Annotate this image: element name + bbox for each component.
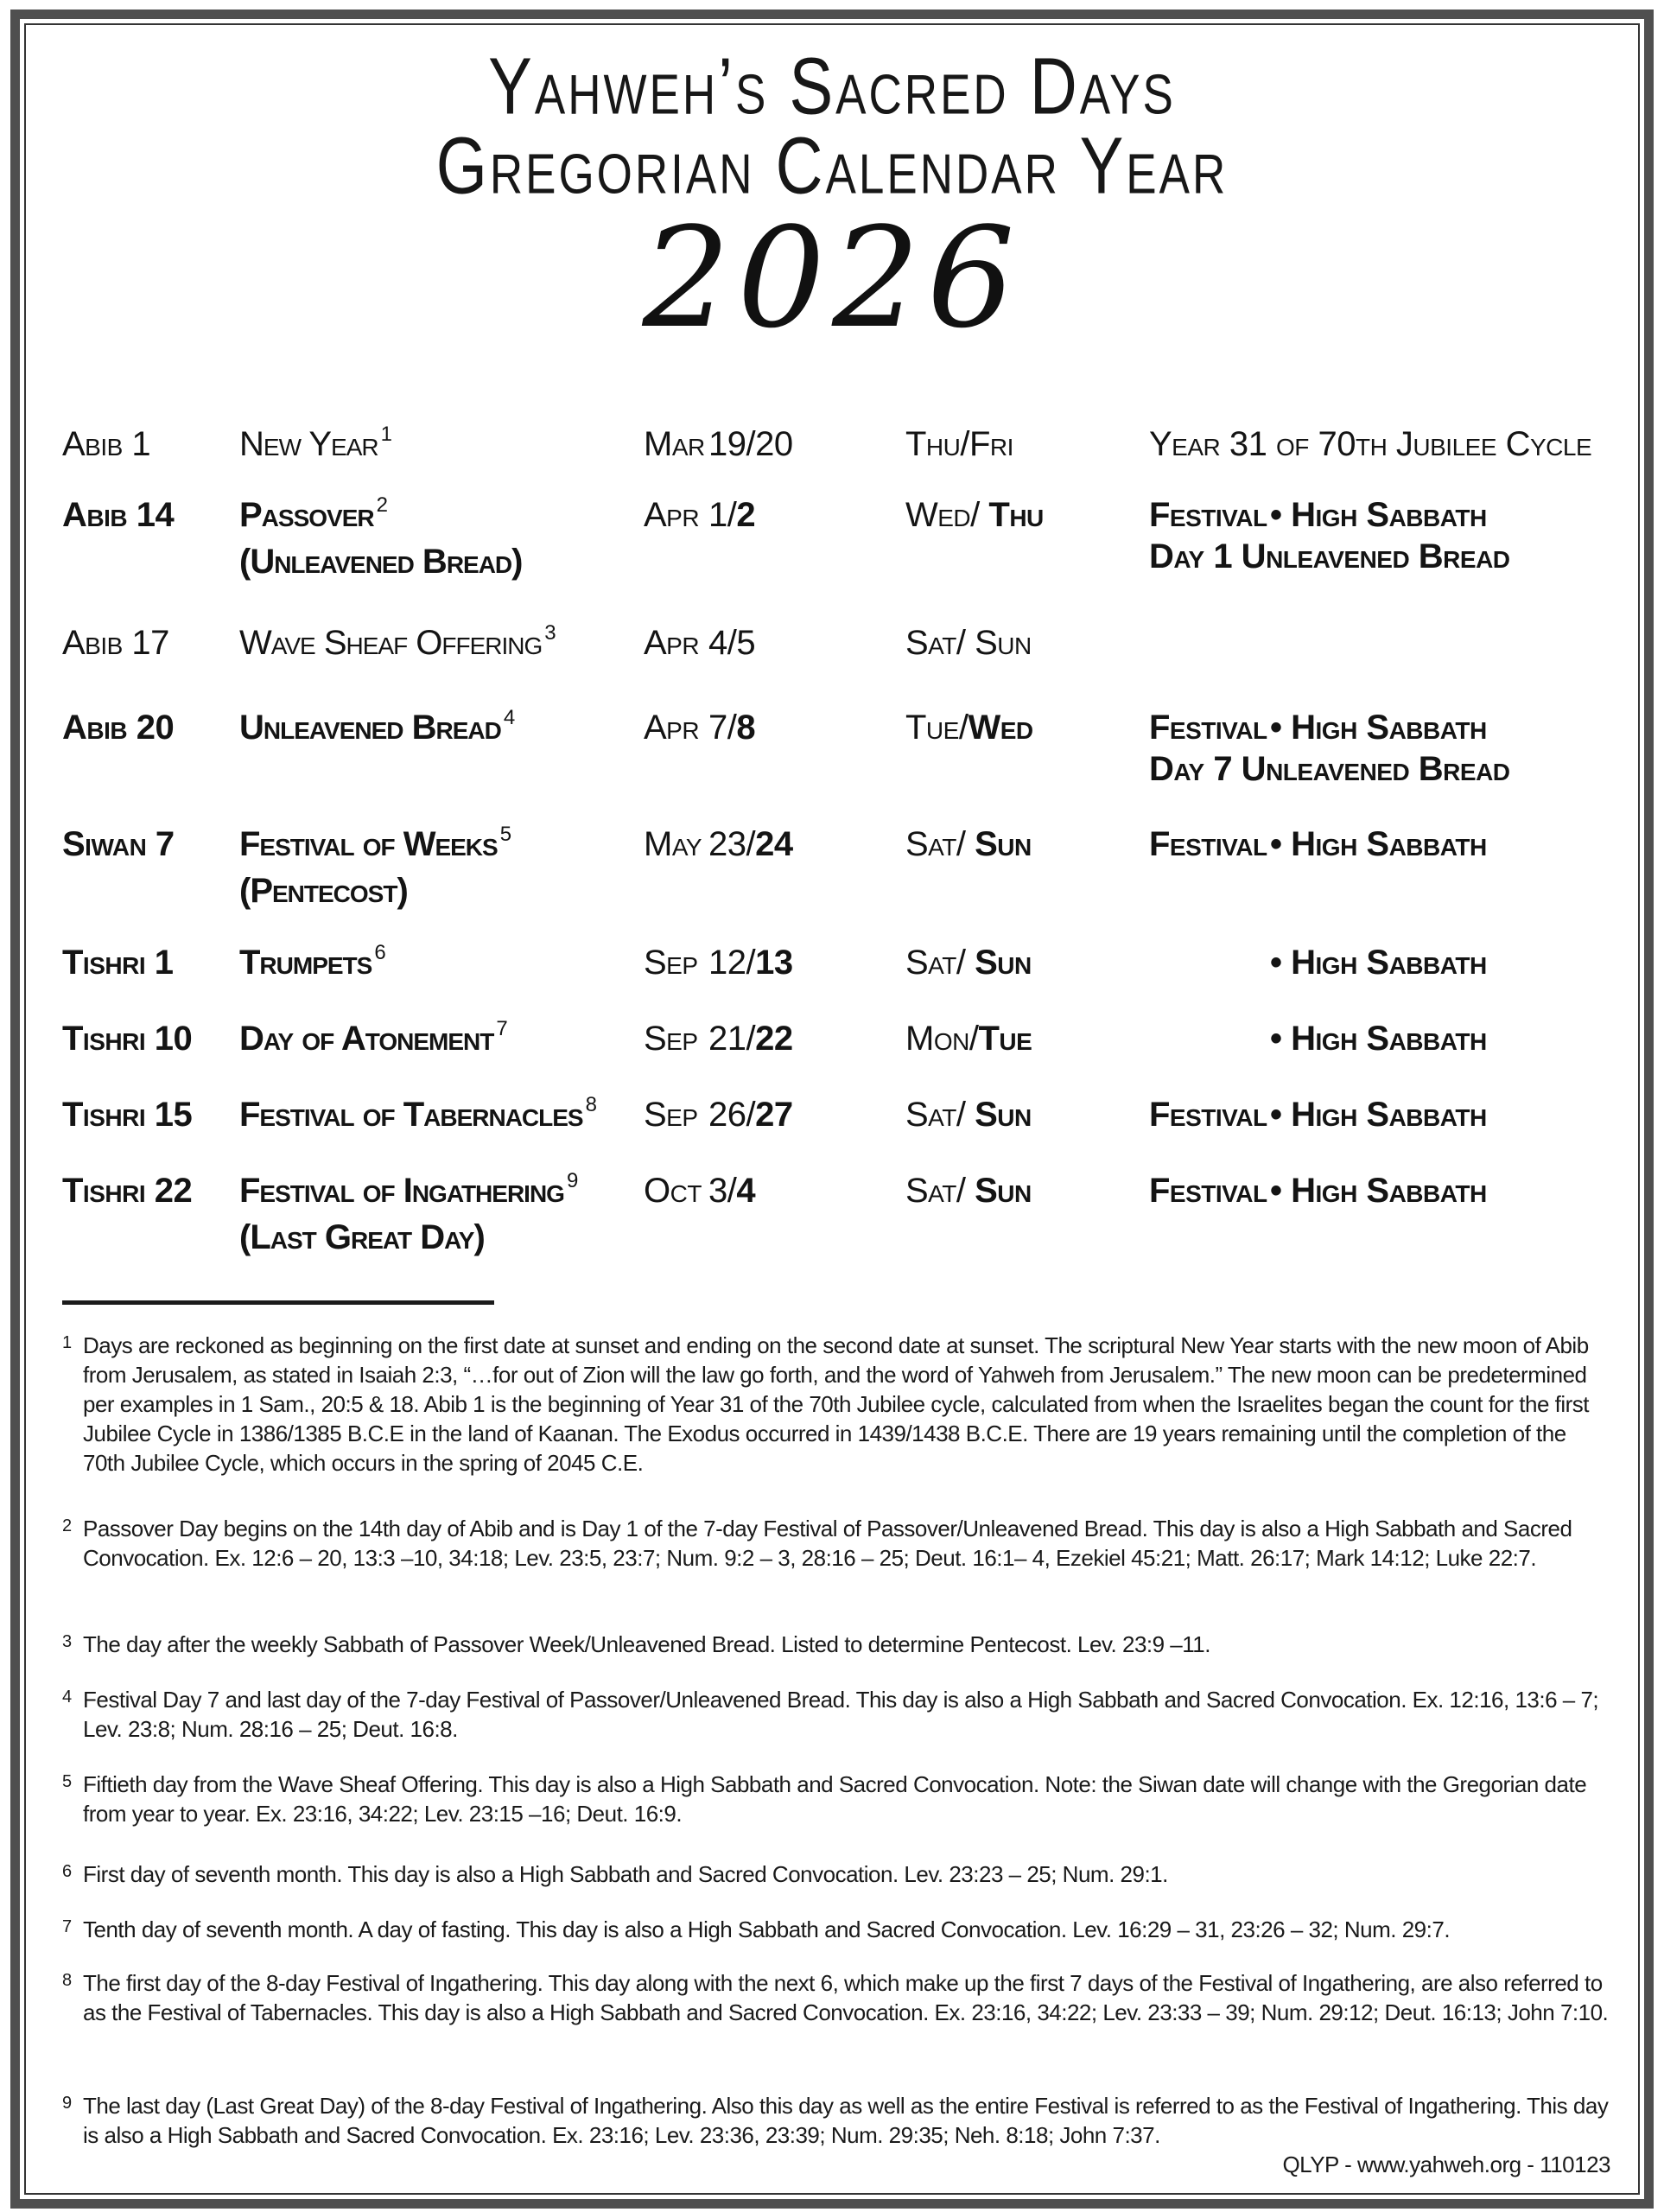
footnote — [62, 1685, 1610, 1744]
weekday1: Wed/ — [905, 496, 989, 534]
gregorian-date — [644, 494, 755, 536]
month-label: Sep — [644, 1020, 698, 1058]
weekday2: Tue — [978, 1020, 1032, 1058]
footnote-text: The first day of the 8-day Festival of Ingathering. This day along with the next 6, which make up the first 7 days of the Festival of Ingathering, are also referred to as the Festival of Tabernacles. This day is also a High Sabbath and Sacred Convocation. Ex. 23:16, 34:22; Lev. 23:33 – 39; Num. 29:12; Deut. 16:13; John 7:10. — [83, 1970, 1609, 2025]
table-row — [62, 622, 1629, 664]
observance-notes — [1149, 1094, 1487, 1135]
footnote-ref: 3 — [544, 621, 556, 645]
table-row — [62, 706, 1629, 788]
table-row — [62, 1094, 1629, 1135]
weekdays — [905, 942, 1032, 983]
date-day2: 22 — [755, 1020, 793, 1058]
date-day2: 5 — [736, 624, 756, 662]
table-row — [62, 1018, 1629, 1059]
date-day1: 7/ — [708, 709, 737, 747]
footnote — [62, 1331, 1610, 1478]
festival-label: Festival — [1149, 1172, 1267, 1210]
weekdays — [905, 1018, 1032, 1059]
gregorian-date — [644, 1094, 793, 1135]
festival-name — [239, 1094, 597, 1141]
month-label: May — [644, 825, 702, 863]
weekday1: Sat/ — [905, 944, 975, 982]
footnote — [62, 1915, 1610, 1944]
gregorian-date — [644, 423, 793, 465]
footnote-number: 5 — [62, 1772, 72, 1791]
month-label: Sep — [644, 1096, 698, 1134]
weekday2: Sun — [975, 624, 1032, 662]
gregorian-date — [644, 942, 793, 983]
hebrew-date: Abib 17 — [62, 624, 169, 662]
note-line1 — [1149, 1018, 1487, 1059]
gregorian-date — [644, 1170, 755, 1211]
festival-name-text: Wave Sheaf Offering — [239, 624, 543, 662]
weekdays — [905, 622, 1032, 664]
footnote-number: 9 — [62, 2094, 72, 2113]
weekday1: Thu/ — [905, 425, 969, 463]
date-day2: 8 — [736, 709, 756, 747]
date-day1: 21/ — [708, 1020, 756, 1058]
festival-name-text: Festival of Weeks — [239, 825, 498, 863]
festival-name-line2: (Unleavened Bread) — [239, 543, 523, 581]
festival-name-text: Passover — [239, 496, 374, 534]
festival-name-text: Day of Atonement — [239, 1020, 494, 1058]
observance-notes — [1149, 1170, 1487, 1211]
festival-name-line2: (Last Great Day) — [239, 1218, 485, 1256]
date-day2: 27 — [755, 1096, 793, 1134]
footnote-separator — [62, 1300, 494, 1305]
high-sabbath-label: • High Sabbath — [1270, 944, 1487, 982]
note-line2: Day 1 Unleavened Bread — [1149, 537, 1510, 575]
festival-label: Festival — [1149, 1096, 1267, 1134]
date-day2: 24 — [755, 825, 793, 863]
hebrew-date: Tishri 22 — [62, 1172, 193, 1210]
weekday2: Sun — [975, 1096, 1032, 1134]
high-sabbath-label: • High Sabbath — [1270, 1020, 1487, 1058]
footnote-text: Festival Day 7 and last day of the 7-day Festival of Passover/Unleavened Bread. This day is also a High Sabbath and Sacred Convocation. Ex. 12:16, 13:6 – 7; Lev. 23:8; Num. 28:16 – 25; Deut. 16:8. — [83, 1687, 1599, 1742]
note-line1 — [1149, 1094, 1487, 1135]
hebrew-date: Abib 1 — [62, 425, 151, 463]
festival-name — [239, 1170, 578, 1258]
footnote-number: 4 — [62, 1688, 72, 1707]
footnote-text: Tenth day of seventh month. A day of fasting. This day is also a High Sabbath and Sacred Convocation. Lev. 16:29 – 31, 23:26 – 32; Num. 29:7. — [83, 1916, 1451, 1942]
page-title-line1: Yahweh’s Sacred Days — [488, 41, 1176, 132]
footnote-ref: 5 — [499, 823, 512, 846]
weekdays — [905, 494, 1044, 536]
hebrew-date: Siwan 7 — [62, 825, 175, 863]
footnote — [62, 1968, 1610, 2027]
note-line1 — [1149, 823, 1487, 865]
table-row — [62, 942, 1629, 983]
festival-label: Festival — [1149, 709, 1267, 747]
weekday1: Sat/ — [905, 1096, 975, 1134]
footnote-ref: 8 — [585, 1093, 597, 1116]
festival-name-line2: (Pentecost) — [239, 872, 408, 910]
high-sabbath-label: • High Sabbath — [1270, 1096, 1487, 1134]
note-line1 — [1149, 1170, 1487, 1211]
gregorian-date — [644, 823, 793, 865]
hebrew-date: Tishri 10 — [62, 1020, 193, 1058]
footer-credit: QLYP - www.yahweh.org - 110123 — [1282, 2152, 1610, 2177]
date-day1: 19/ — [708, 425, 756, 463]
festival-name — [239, 622, 556, 669]
festival-name — [239, 707, 515, 753]
footnote-number: 3 — [62, 1632, 72, 1651]
footnote — [62, 1630, 1610, 1659]
high-sabbath-label: • High Sabbath — [1270, 825, 1487, 863]
footnote-ref: 4 — [503, 706, 516, 729]
date-day2: 20 — [755, 425, 793, 463]
note-line2: Day 7 Unleavened Bread — [1149, 750, 1510, 788]
note-line1 — [1149, 707, 1510, 748]
footnote-text: The last day (Last Great Day) of the 8-day Festival of Ingathering. Also this day as well as the entire Festival is referred to as the Festival of Ingathering. This day is also a High Sabbath and Sacred Convocation. Ex. 23:16; Lev. 23:36, 23:39; Num. 29:35; Neh. 8:18; John 7:37. — [83, 2093, 1609, 2148]
date-day1: 23/ — [708, 825, 756, 863]
footnote — [62, 2091, 1610, 2150]
festival-name — [239, 942, 386, 988]
high-sabbath-label: • High Sabbath — [1270, 496, 1487, 534]
page-title-line2: Gregorian Calendar Year — [435, 121, 1229, 212]
high-sabbath-label: • High Sabbath — [1270, 1172, 1487, 1210]
footnote-ref: 1 — [380, 423, 392, 446]
weekday2: Thu — [988, 496, 1044, 534]
footnote-number: 1 — [62, 1333, 72, 1352]
hebrew-date: Abib 20 — [62, 709, 175, 747]
footnote-ref: 9 — [566, 1169, 579, 1192]
hebrew-date: Tishri 1 — [62, 944, 174, 982]
weekday2: Sun — [975, 825, 1032, 863]
gregorian-date — [644, 1018, 793, 1059]
observance-notes — [1149, 823, 1487, 865]
date-day1: 4/ — [708, 624, 737, 662]
weekday1: Mon/ — [905, 1020, 979, 1058]
hebrew-date: Abib 14 — [62, 496, 175, 534]
weekday1: Sat/ — [905, 825, 975, 863]
weekdays — [905, 423, 1013, 465]
footnote-ref: 7 — [496, 1017, 508, 1040]
weekday1: Tue/ — [905, 709, 969, 747]
date-day2: 13 — [755, 944, 793, 982]
month-label: Apr — [644, 709, 700, 747]
observance-notes — [1149, 707, 1510, 790]
footnote-number: 6 — [62, 1862, 72, 1881]
festival-name — [239, 494, 522, 582]
observance-notes — [1149, 494, 1510, 577]
gregorian-date — [644, 622, 755, 664]
date-day2: 4 — [736, 1172, 756, 1210]
date-day1: 1/ — [708, 496, 737, 534]
weekday2: Sun — [975, 944, 1032, 982]
festival-label: Festival — [1149, 825, 1267, 863]
footnote-ref: 2 — [376, 493, 388, 517]
footnote-text: Fiftieth day from the Wave Sheaf Offering. This day is also a High Sabbath and Sacred Convocation. Note: the Siwan date will change with the Gregorian date from year to year. Ex. 23:16, 34:22; Lev. 23:15 –16; Deut. 16:9. — [83, 1771, 1587, 1827]
date-day1: 26/ — [708, 1096, 756, 1134]
festival-name — [239, 423, 392, 470]
festival-name-text: Festival of Tabernacles — [239, 1096, 583, 1134]
festival-label: Festival — [1149, 496, 1267, 534]
footnote-number: 8 — [62, 1971, 72, 1990]
footnote-text: Passover Day begins on the 14th day of Abib and is Day 1 of the 7-day Festival of Passover/Unleavened Bread. This day is also a High Sabbath and Sacred Convocation. Ex. 12:6 – 20, 13:3 –10, 34:18; Lev. 23:5, 23:7; Num. 9:2 – 3, 28:16 – 25; Deut. 16:1– 4, Ezekiel 45:21; Matt. 26:17; Mark 14:12; Luke 22:7. — [83, 1516, 1572, 1571]
footnote-ref: 6 — [374, 941, 386, 964]
weekdays — [905, 1170, 1032, 1211]
month-label: Sep — [644, 944, 698, 982]
high-sabbath-label: • High Sabbath — [1270, 709, 1487, 747]
festival-name — [239, 823, 511, 912]
table-row — [62, 823, 1629, 910]
month-label: Mar — [644, 425, 705, 463]
hebrew-date: Tishri 15 — [62, 1096, 193, 1134]
table-row — [62, 423, 1629, 465]
weekdays — [905, 707, 1033, 748]
date-day1: 3/ — [708, 1172, 737, 1210]
gregorian-date — [644, 707, 755, 748]
footnote-text: Days are reckoned as beginning on the first date at sunset and ending on the second date at sunset. The scriptural New Year starts with the new moon of Abib from Jerusalem, as stated in Isaiah 2:3, “…for out of Zion will the law go forth, and the word of Yahweh from Jerusalem.” The new moon can be predetermined per examples in 1 Sam., 20:5 & 18. Abib 1 is the beginning of Year 31 of the 70th Jubilee cycle, calculated from when the Israelites began the count for the first Jubilee Cycle in 1386/1385 B.C.E in the land of Kaanan. The Exodus occurred in 1439/1438 B.C.E. There are 19 years remaining until the completion of the 70th Jubilee Cycle, which occurs in the spring of 2045 C.E. — [83, 1332, 1590, 1476]
footnote-text: First day of seventh month. This day is also a High Sabbath and Sacred Convocation. Lev. 23:23 – 25; Num. 29:1. — [83, 1861, 1168, 1887]
weekday2: Sun — [975, 1172, 1032, 1210]
footnote — [62, 1770, 1610, 1828]
festival-name-text: Festival of Ingathering — [239, 1172, 564, 1210]
month-label: Apr — [644, 624, 700, 662]
footnote-text: The day after the weekly Sabbath of Passover Week/Unleavened Bread. Listed to determine Pentecost. Lev. 23:9 –11. — [83, 1631, 1210, 1657]
footnote-number: 7 — [62, 1917, 72, 1936]
festival-name-text: New Year — [239, 425, 378, 463]
footnote — [62, 1514, 1610, 1573]
festival-name — [239, 1018, 508, 1065]
observance-notes — [1149, 423, 1591, 465]
weekday2: Wed — [968, 709, 1033, 747]
observance-notes — [1149, 942, 1487, 983]
table-row — [62, 1169, 1629, 1256]
date-day2: 2 — [736, 496, 756, 534]
weekdays — [905, 823, 1032, 865]
year-heading: 2026 — [642, 197, 1022, 359]
festival-name-text: Trumpets — [239, 944, 372, 982]
footnote — [62, 1859, 1610, 1889]
month-label: Apr — [644, 496, 700, 534]
note-line1 — [1149, 942, 1487, 983]
weekday1: Sat/ — [905, 624, 975, 662]
weekdays — [905, 1094, 1032, 1135]
weekday1: Sat/ — [905, 1172, 975, 1210]
observance-notes — [1149, 1018, 1487, 1059]
weekday2: Fri — [969, 425, 1013, 463]
month-label: Oct — [644, 1172, 702, 1210]
table-row — [62, 493, 1629, 581]
date-day1: 12/ — [708, 944, 756, 982]
festival-name-text: Unleavened Bread — [239, 709, 501, 747]
note-line1: Year 31 of 70th Jubilee Cycle — [1149, 425, 1592, 463]
note-line1 — [1149, 494, 1510, 536]
footnote-number: 2 — [62, 1516, 72, 1535]
